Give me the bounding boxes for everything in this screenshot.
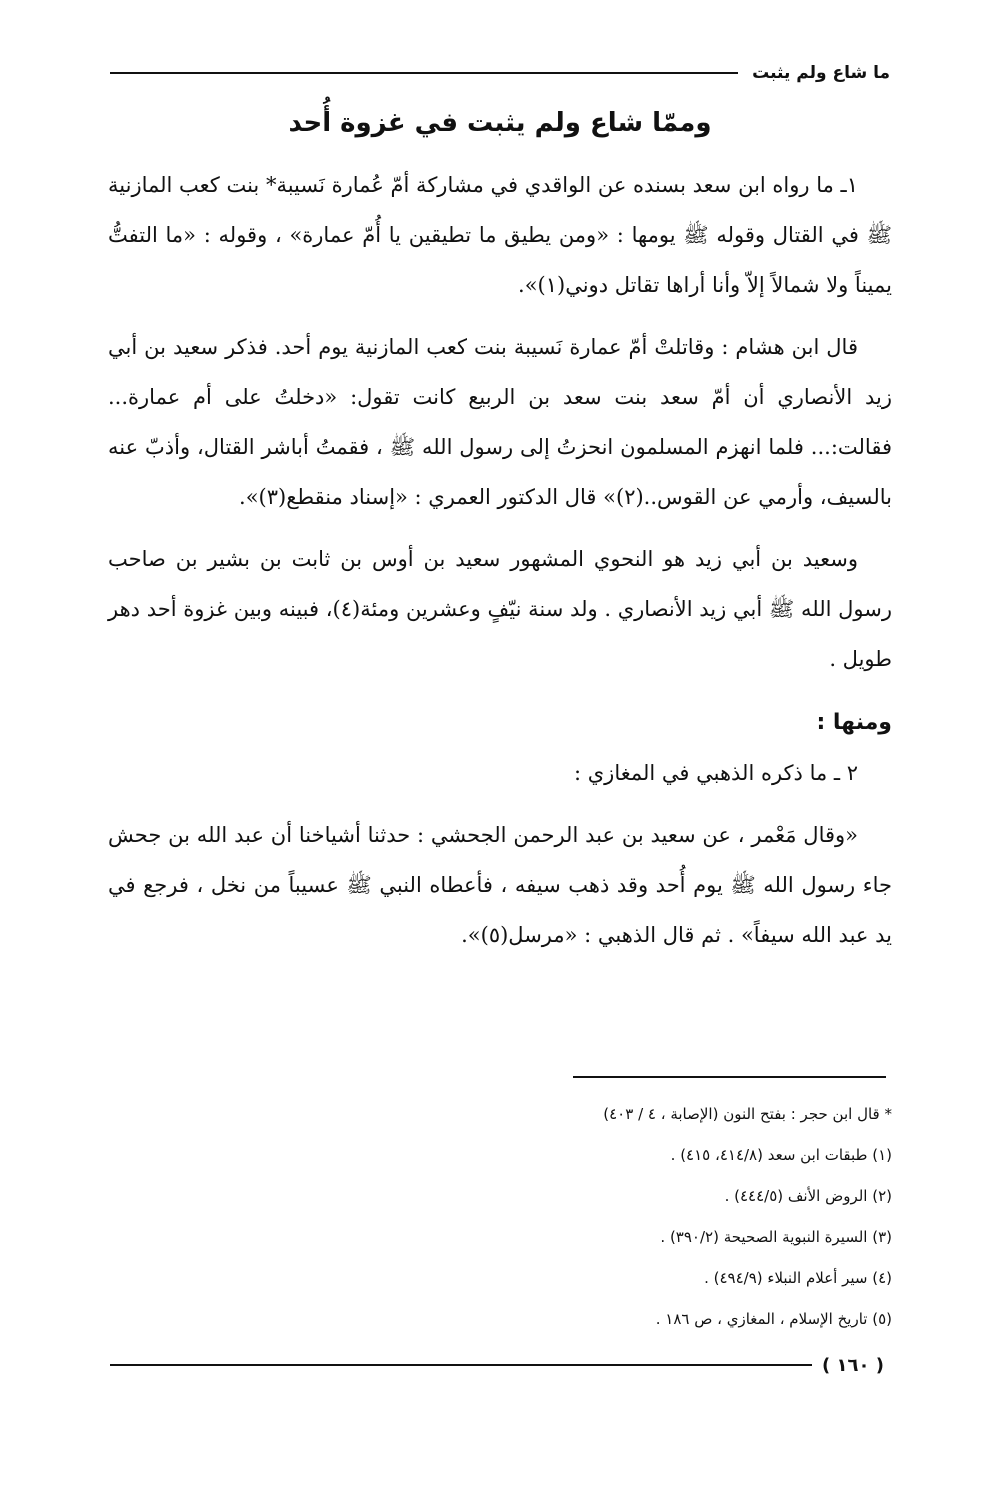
footnote-star: * قال ابن حجر : بفتح النون (الإصابة ، ٤ / ٤٠٣) xyxy=(603,1105,892,1123)
running-head-text: ما شاع ولم يثبت xyxy=(752,63,890,83)
paragraph-3: وسعيد بن أبي زيد هو النحوي المشهور سعيد بن أوس بن ثابت بن بشير بن صاحب رسول الله ﷺ أبي زيد الأنصاري . ولد سنة نيّفٍ وعشرين ومئة(٤)، فبينه وبين غزوة أحد دهر طويل . xyxy=(108,547,893,671)
footnote-1: (١) طبقات ابن سعد (٤١٤/٨، ٤١٥) . xyxy=(670,1146,892,1164)
footnote-rule xyxy=(573,1076,886,1078)
page-number: ( ١٦٠ ) xyxy=(822,1354,884,1376)
running-head-rule xyxy=(110,72,738,74)
footnotes xyxy=(108,1094,892,1340)
footnote-5: (٥) تاريخ الإسلام ، المغازي ، ص ١٨٦ . xyxy=(655,1310,892,1328)
footnote-4: (٤) سير أعلام النبلاء (٤٩٤/٩) . xyxy=(704,1269,892,1287)
page-footer xyxy=(110,1350,890,1380)
paragraph-1: ١ـ ما رواه ابن سعد بسنده عن الواقدي في مشاركة أمّ عُمارة نَسيبة* بنت كعب المازنية ﷺ في القتال وقوله ﷺ يومها : «ومن يطيق ما تطيقين يا أُمّ عمارة» ، وقوله : «ما التفتُّ يميناً ولا شمالاً إلاّ وأنا أراها تقاتل دوني(١)». xyxy=(108,173,892,297)
body-text xyxy=(108,160,892,960)
running-head xyxy=(110,58,890,88)
paragraph-2: قال ابن هشام : وقاتلتْ أمّ عمارة نَسيبة بنت كعب المازنية يوم أحد. فذكر سعيد بن أبي زيد الأنصاري أن أمّ سعد بنت سعد بن الربيع كانت تقول: «دخلتُ على أم عمارة... فقالت:... فلما انهزم المسلمون انحزتُ إلى رسول الله ﷺ ، فقمتُ أباشر القتال، وأذبّ عنه بالسيف، وأرمي عن القوس..(٢)» قال الدكتور العمري : «إسناد منقطع(٣)». xyxy=(108,335,892,509)
section-title: وممّا شاع ولم يثبت في غزوة أُحد xyxy=(288,108,712,138)
subheading-minha: ومنها : xyxy=(816,710,892,735)
paragraph-4: ٢ ـ ما ذكره الذهبي في المغازي : xyxy=(573,761,858,785)
footer-rule xyxy=(110,1364,812,1366)
footnote-2: (٢) الروض الأنف (٤٤٤/٥) . xyxy=(724,1187,892,1205)
footnote-3: (٣) السيرة النبوية الصحيحة (٣٩٠/٢) . xyxy=(660,1228,892,1246)
paragraph-5: «وقال مَعْمر ، عن سعيد بن عبد الرحمن الجحشي : حدثنا أشياخنا أن عبد الله بن جحش جاء رسول الله ﷺ يوم أُحد وقد ذهب سيفه ، فأعطاه النبي ﷺ عسيباً من نخل ، فرجع في يد عبد الله سيفاً» . ثم قال الذهبي : «مرسل(٥)». xyxy=(108,823,892,947)
